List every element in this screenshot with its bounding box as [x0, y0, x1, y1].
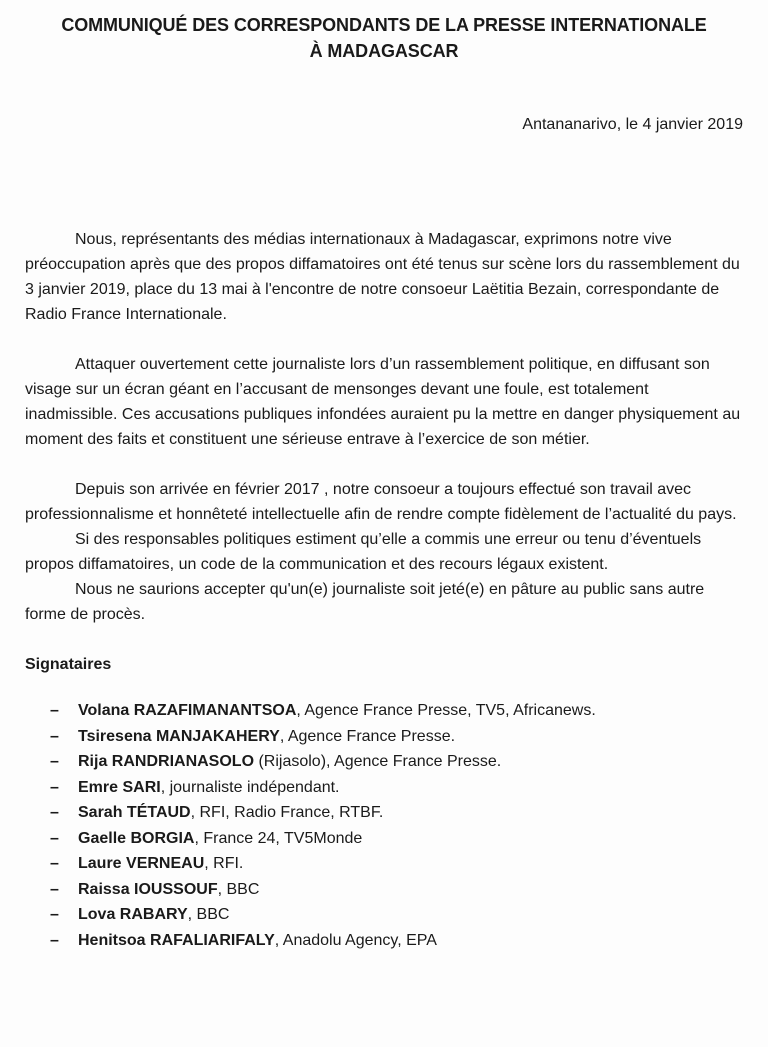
list-item: [50, 902, 743, 928]
signatory-affiliation: (Rijasolo), Agence France Presse.: [254, 753, 502, 770]
list-dash: –: [50, 855, 59, 872]
list-dash: –: [50, 702, 59, 719]
list-dash: –: [50, 931, 59, 949]
signatory-name: Emre SARI: [78, 778, 161, 796]
signatory-affiliation: , RFI.: [204, 855, 244, 872]
list-item: [50, 800, 743, 826]
signatory-name: Gaelle BORGIA: [78, 829, 195, 847]
signatory-affiliation: , journaliste indépendant.: [160, 778, 340, 796]
signatory-affiliation: , RFI, Radio France, RTBF.: [190, 804, 384, 821]
list-dash: –: [50, 727, 59, 745]
list-dash: –: [50, 880, 59, 898]
signatories-list: [25, 698, 743, 953]
title-line-2: À MADAGASCAR: [309, 41, 459, 61]
list-item: [50, 928, 743, 954]
list-item: [50, 851, 743, 877]
signatory-affiliation: , Agence France Presse, TV5, Africanews.: [296, 702, 596, 719]
signatory-affiliation: , France 24, TV5Monde: [194, 829, 363, 847]
paragraph-3: Depuis son arrivée en février 2017 , notre consoeur a toujours effectué son travail avec professionnalisme et honnêteté intellectuelle afin de rendre compte fidèlement de l’actualité du pays.: [25, 481, 737, 523]
document-date: Antananarivo, le 4 janvier 2019: [522, 116, 743, 133]
list-item: [50, 775, 743, 801]
paragraph-2: Attaquer ouvertement cette journaliste lors d’un rassemblement politique, en diffusant son visage sur un écran géant en l’accusant de mensonges devant une foule, est totalement inadmissible. Ces accusations publiques infondées auraient pu la mettre en danger physiquement au moment des faits et constituent une sérieuse entrave à l’exercice de son métier.: [25, 356, 741, 448]
signatory-name: Henitsoa RAFALIARIFALY: [78, 931, 275, 949]
document-title: [25, 0, 743, 64]
signatory-name: Volana RAZAFIMANANTSOA: [78, 702, 297, 719]
list-dash: –: [50, 778, 59, 796]
list-dash: –: [50, 753, 59, 770]
list-item: [50, 724, 743, 750]
list-item: [50, 698, 743, 724]
signatory-name: Lova RABARY: [78, 906, 188, 923]
signatory-name: Tsiresena MANJAKAHERY: [78, 727, 280, 745]
signatory-affiliation: , BBC: [217, 880, 260, 898]
document-body: [25, 227, 743, 953]
list-dash: –: [50, 829, 59, 847]
paragraph-4: Si des responsables politiques estiment qu’elle a commis une erreur ou tenu d’éventuels propos diffamatoires, un code de la communication et des recours légaux existent.: [25, 531, 702, 573]
signatories-heading: Signataires: [25, 656, 112, 673]
signatory-name: Raissa IOUSSOUF: [78, 880, 218, 898]
signatory-affiliation: , Anadolu Agency, EPA: [274, 931, 437, 949]
title-line-1: COMMUNIQUÉ DES CORRESPONDANTS DE LA PRESSE INTERNATIONALE: [61, 15, 707, 35]
signatory-name: Sarah TÉTAUD: [78, 804, 191, 821]
paragraph-5: Nous ne saurions accepter qu'un(e) journaliste soit jeté(e) en pâture au public sans autre forme de procès.: [25, 581, 705, 623]
list-item: [50, 826, 743, 852]
signatory-name: Laure VERNEAU: [78, 855, 205, 872]
list-dash: –: [50, 906, 59, 923]
signatory-affiliation: , Agence France Presse.: [279, 727, 456, 745]
list-dash: –: [50, 804, 59, 821]
list-item: [50, 749, 743, 775]
paragraph-1: Nous, représentants des médias internationaux à Madagascar, exprimons notre vive préoccupation après que des propos diffamatoires ont été tenus sur scène lors du rassemblement du 3 janvier 2019, place du 13 mai à l'encontre de notre consoeur Laëtitia Bezain, correspondante de Radio France Internationale.: [25, 231, 740, 323]
signatory-name: Rija RANDRIANASOLO: [78, 753, 255, 770]
list-item: [50, 877, 743, 903]
signatory-affiliation: , BBC: [187, 906, 230, 923]
